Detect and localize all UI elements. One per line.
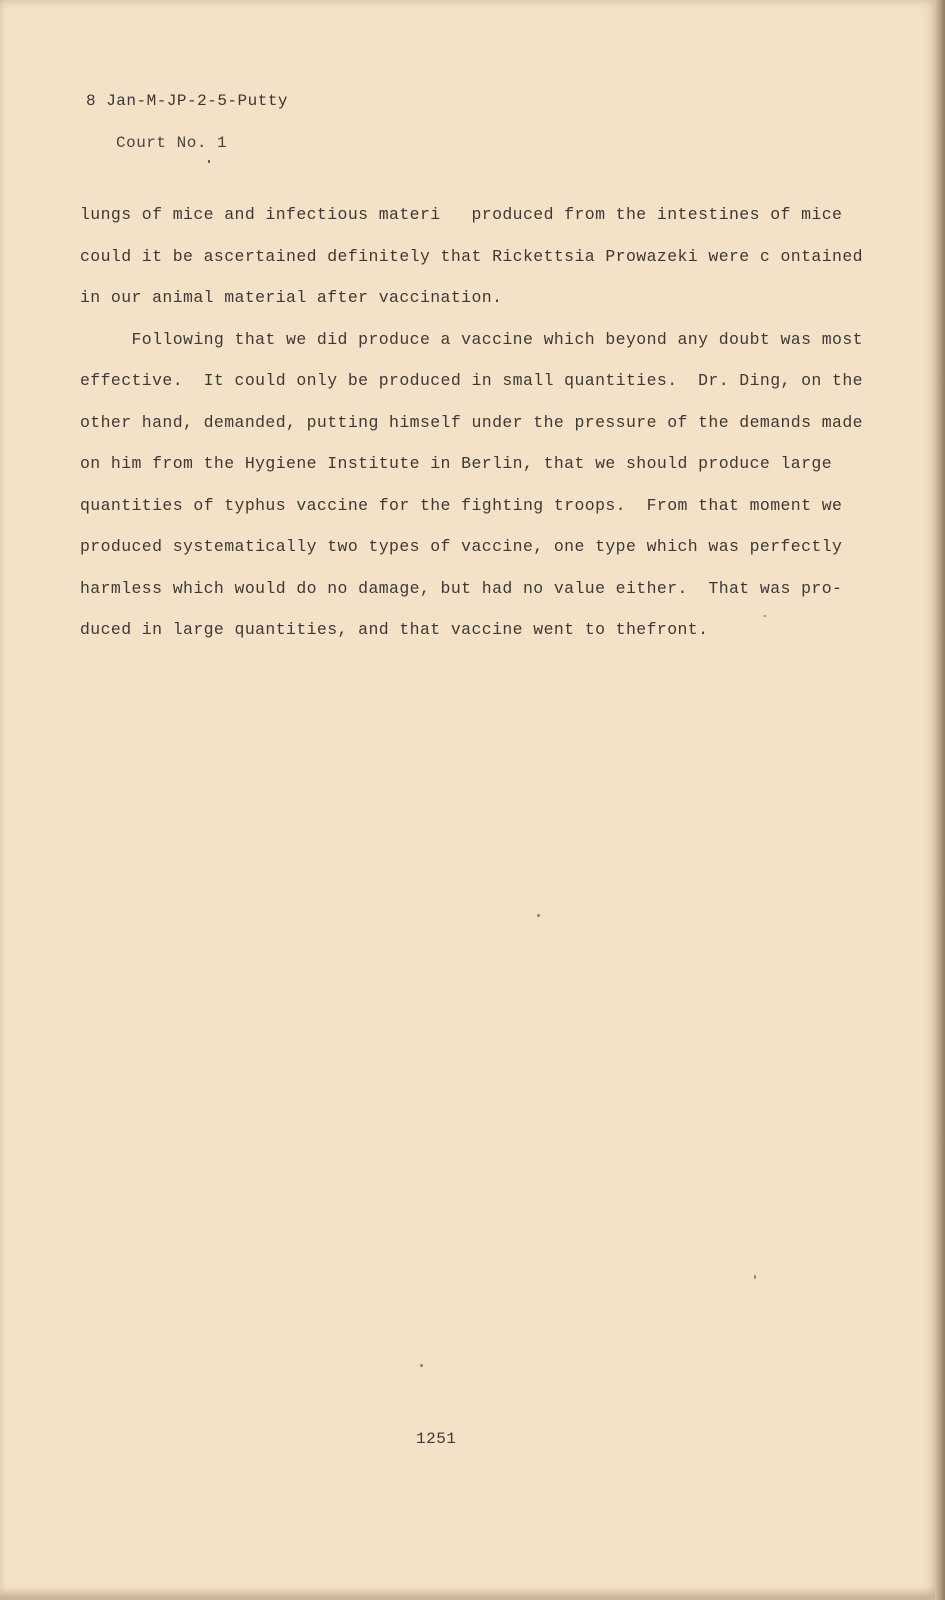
paper-speck xyxy=(537,914,540,917)
page-number: 1251 xyxy=(416,1430,457,1448)
paper-speck xyxy=(764,615,766,617)
text-line-8: quantities of typhus vaccine for the fighting troops. From that moment we xyxy=(80,495,843,515)
court-label: Court No. 1 xyxy=(116,134,228,152)
document-body xyxy=(80,194,870,651)
paper-speck xyxy=(754,1275,756,1279)
text-line-4: Following that we did produce a vaccine which beyond any doubt was most xyxy=(80,329,863,349)
page-edge xyxy=(935,0,945,1600)
text-line-7: on him from the Hygiene Institute in Berlin, that we should produce large xyxy=(80,454,833,473)
ink-mark xyxy=(208,160,210,163)
text-line-5: effective. It could only be produced in small quantities. Dr. Ding, on the xyxy=(80,371,863,390)
text-line-10: harmless which would do no damage, but had no value either. That was pro- xyxy=(80,578,843,598)
document-header: 8 Jan-M-JP-2-5-Putty xyxy=(86,92,289,110)
text-line-9: produced systematically two types of vaccine, one type which was perfectly xyxy=(80,537,843,556)
text-line-6: other hand, demanded, putting himself under the pressure of the demands made xyxy=(80,412,863,432)
text-line-1: lungs of mice and infectious materi produced from the intestines of mice xyxy=(80,205,843,224)
text-line-2: could it be ascertained definitely that Rickettsia Prowazeki were c ontained xyxy=(80,246,863,266)
text-line-3: in our animal material after vaccination. xyxy=(80,288,503,307)
text-line-11: duced in large quantities, and that vaccine went to thefront. xyxy=(80,620,709,639)
paper-speck xyxy=(420,1364,423,1367)
